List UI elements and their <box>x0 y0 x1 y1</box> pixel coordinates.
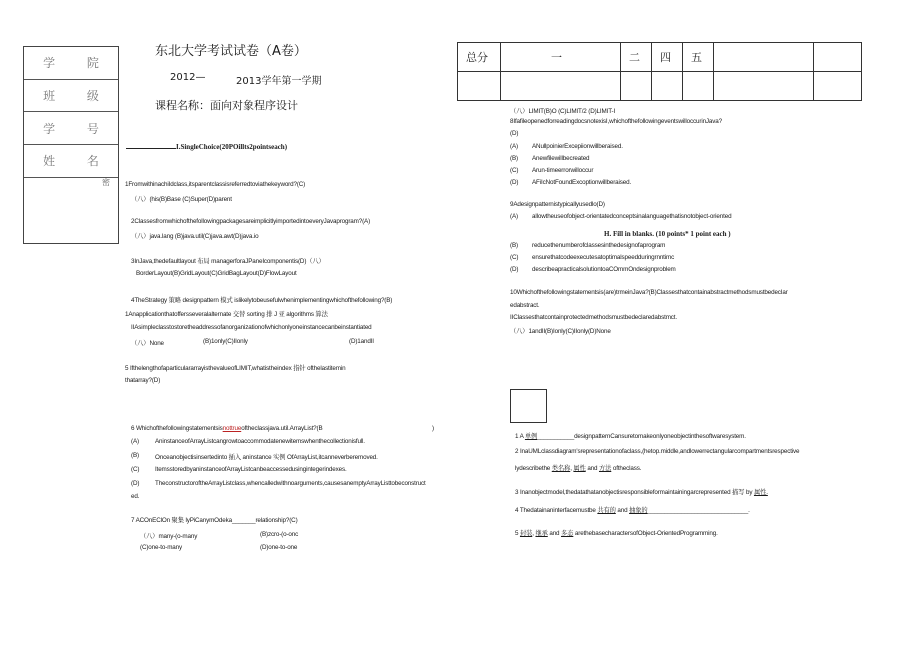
score-cell[interactable] <box>714 72 814 101</box>
fill2-pre: lydescribethe <box>515 465 552 472</box>
score-cell[interactable] <box>652 72 683 101</box>
q10-line3: IIClassesthatcontainprotectedmethodsmustbedeclaredabstmct. <box>510 314 678 321</box>
q3-text: 3InJava,thedefaultlayout 布局 managerforaJPaneIcomponentis(D)（八） <box>131 258 325 265</box>
q7-option-c: (C)one-to-many <box>140 544 182 551</box>
section1-title: I.SingleChoice(20POillts2pointseach) <box>176 143 288 151</box>
fill5-answer-2: 继承 <box>535 530 548 537</box>
q4-option-d: (D)1andII <box>349 338 374 345</box>
score-table <box>457 42 862 101</box>
q7-option-b: (B)zcro-(o-onc <box>260 531 299 538</box>
q8-answer: (D) <box>510 130 519 137</box>
student-info-box <box>23 46 119 244</box>
q7-pre: 7 ACOnEClOn 聚集 lyPiCanymOdeka <box>131 517 232 524</box>
q8-a: ANullpoinierExcepiionwillberaised. <box>532 143 623 150</box>
q6-d-cont: ed. <box>131 493 140 500</box>
q6-b: Onceanobjectisinsertedinto 插入 aninstance 实例 OfArrayList,itcanneverberemoved. <box>155 454 378 461</box>
q9-a-key: (A) <box>510 213 518 220</box>
fill2-answer-3: 方法 <box>598 465 612 472</box>
q9-a: allowtheuseofobject-orientatedconceptsinalanguagethatisnotobject-oriented <box>532 213 732 220</box>
section1-score-blank <box>126 141 176 149</box>
q2-text: 2ClassesfromwhichofthefollowingpackagesareimplicitlyimportedintoeveryJavaprogram?(A) <box>131 218 371 225</box>
q8-c: Arun-timeerrorwilloccur <box>532 167 594 174</box>
fill4-answer-2: 抽象的 <box>629 507 648 514</box>
q5-line1: 5 IfthelengthofaparticulararrayisthevalueofLIMIT,whatistheindex 指针 ofthelastitemin <box>125 365 346 372</box>
fill4-answer-1: 共有的 <box>597 507 616 514</box>
fill1-pre: 1 A <box>515 433 525 440</box>
score-header-6 <box>714 43 814 72</box>
fill3-answer: 属性. <box>753 489 768 496</box>
fill5-answer-3: 多态 <box>561 530 574 537</box>
q6-d: TheconstructoroftheArrayListclass,whencalledwithnoarguments,causesanemptyArrayListtobeconstruct <box>155 480 426 487</box>
fill5-sep: , <box>532 530 536 537</box>
q1-text: 1FromwithinachiIdclass,itsparentclassisreferredtoviathekeyword?(C) <box>125 181 306 188</box>
q10-line1: 10Whichofthefollowingstatementsis(are)trmeinJava?(B)ClassesthatcontainabstractmethodsmustbedecIar <box>510 289 788 296</box>
q9-d-key: (D) <box>510 266 519 273</box>
label-college: 学 院 <box>24 47 118 80</box>
q6-d-key: (D) <box>131 480 140 487</box>
fill4 <box>515 505 750 514</box>
q6-a: AninstanceofArrayListcangrowtoaccommodatenewitemswhenthecollectionisfull. <box>155 438 365 445</box>
fill1-blank: ___________ <box>537 433 575 440</box>
q2-options: （八）java.lang (B)java.util(C)java.awt(D)java.io <box>131 233 259 240</box>
q8-text: 8IfafileopenedforreadingdocsnotexisI,whichofthefollowingeventswilloccurinJava? <box>510 118 722 125</box>
fill5 <box>515 528 718 537</box>
q7-option-d: (D)one-to-one <box>260 544 298 551</box>
q5-line2: thatarray?(D) <box>125 377 161 384</box>
fill2-sep2: and <box>585 465 599 472</box>
q8-d-key: (D) <box>510 179 519 186</box>
section1-heading <box>126 141 287 151</box>
q1-options: （八）(his(B)Base (C)Super(D)parent <box>131 196 232 203</box>
q8-b: Anewfilewillbecreated <box>532 155 590 162</box>
q6-post: oftheclassjava.util.ArrayList?(B <box>241 425 323 432</box>
q7-post: relationship?(C) <box>255 517 298 524</box>
fill2-post: oftheclass. <box>611 465 642 472</box>
q6-b-key: (B) <box>131 452 139 459</box>
label-name: 姓 名 <box>24 145 118 178</box>
score-cell[interactable] <box>683 72 714 101</box>
q9-text: 9Adesignpatternistypicallyusedlo(D) <box>510 201 605 208</box>
q8-d: AFiIcNotFoundExcoptionwillberaised. <box>532 179 632 186</box>
q5-options: （八）LIMIT(B)O (C)LIMIT/2 (D)LIMIT-I <box>510 108 616 115</box>
seal-mark: 密 <box>102 178 110 187</box>
q9-d: describeapracticalsolutiontoaCOmmOndesignproblem <box>532 266 676 273</box>
score-header-7 <box>814 43 862 72</box>
fill2-line2 <box>515 463 641 472</box>
q6-pre: 6 Whichofthefollowingstatementsis <box>131 425 223 432</box>
q9-c: ensurethatcodeexecutesatoptimalspeedduringrnntimc <box>532 254 675 261</box>
score-header-1: 一 <box>501 43 621 72</box>
q7-text <box>131 515 298 524</box>
fill4-mid: and <box>615 507 630 514</box>
fill2-answer-1: 类名称 <box>551 465 571 472</box>
section2-score-box[interactable] <box>510 389 547 423</box>
score-cell[interactable] <box>501 72 621 101</box>
q9-b: reducethenumberofclassesinthedesignofaprogram <box>532 242 666 249</box>
q9-c-key: (C) <box>510 254 519 261</box>
exam-title: 东北大学考试试卷（A卷） <box>155 44 307 59</box>
q4-text: 4TheStrategy 策略 designpattern 模式 islikelytobeusefulwhenimplementingwhichofthefollowing?(B) <box>131 297 393 304</box>
fill5-mid: and <box>547 530 562 537</box>
fill2-sep1: , <box>570 465 574 472</box>
score-header-5: 五 <box>683 43 714 72</box>
fill3 <box>515 487 768 496</box>
course-name: 课程名称：面向对象程序设计 <box>155 99 298 112</box>
fill5-post: arethebasecharactersofObject-OrientedProgramming. <box>573 530 718 537</box>
year-start: 2012— <box>170 72 206 83</box>
year-end: 2013学年第一学期 <box>236 76 322 87</box>
q3-options: BorderLayout(B)GridLayout(C)GridBagLayout(D)FlowLayout <box>136 270 297 277</box>
fill1 <box>515 431 746 440</box>
q4-option-a: （八）None <box>131 340 164 347</box>
section2-title: H. Fill in blanks. (10 points* 1 point each ) <box>604 230 731 238</box>
q6-paren: ) <box>432 425 434 432</box>
q4-option-bc: (B)1only(C)IIonly <box>203 338 248 345</box>
label-student-id: 学 号 <box>24 112 118 145</box>
q6-text <box>131 425 323 432</box>
q10-options: （八）1andII(B)Ionly(C)IIonly(D)None <box>510 328 611 335</box>
q4-line3: IIAsimpleclasstostoretheaddressofanorganizationofwhichonlyoneinstancecanbeinstantiated <box>131 324 372 331</box>
score-header-4: 四 <box>652 43 683 72</box>
q8-c-key: (C) <box>510 167 519 174</box>
fill5-answer-1: 封装 <box>519 530 533 537</box>
score-cell[interactable] <box>458 72 501 101</box>
q4-line2: 1Anapplicationthatoffersseveralalternate 交替 sorting 排 J 亚 algorithms 算法 <box>125 311 328 318</box>
q8-a-key: (A) <box>510 143 518 150</box>
q6-c: ItemsstoredbyaninstanceofArrayListcanbeaccessedusingintegerindexes. <box>155 466 347 473</box>
q6-emphasis: nottrue <box>222 425 242 432</box>
score-header-2: 二 <box>621 43 652 72</box>
fill4-blank: ______________________________ <box>647 507 749 514</box>
fill4-post: . <box>748 507 750 514</box>
q6-a-key: (A) <box>131 438 139 445</box>
q6-c-key: (C) <box>131 466 140 473</box>
fill3-pre: 3 Inanobjectmodel,thedatathatanobjectisresponsibleformaintainingarcrepresented 描写 by <box>515 489 754 496</box>
q10-line2: edabstract. <box>510 302 540 309</box>
fill4-pre: 4 Thedatainaninterfacemustbe <box>515 507 598 514</box>
fill1-post: designpatternCansuretomakeonlyoneobjectinthesoftwaresystem. <box>574 433 746 440</box>
score-cell[interactable] <box>814 72 862 101</box>
fill2-line1: 2 InaUMLclassdiagram'srepresentationofaclass,(hetop.middle,andlowerrectangularcompartmentsrespective <box>515 448 800 455</box>
score-header-total: 总分 <box>458 43 501 72</box>
q7-option-a: （八）many-(o-many <box>140 533 198 540</box>
label-class: 班 级 <box>24 80 118 113</box>
q8-b-key: (B) <box>510 155 518 162</box>
fill5-pre: 5 <box>515 530 520 537</box>
fill2-answer-2: 属性 <box>573 465 586 472</box>
score-cell[interactable] <box>621 72 652 101</box>
q9-b-key: (B) <box>510 242 518 249</box>
q7-blank: _______ <box>232 517 256 524</box>
fill1-answer: 单例 <box>524 433 538 440</box>
